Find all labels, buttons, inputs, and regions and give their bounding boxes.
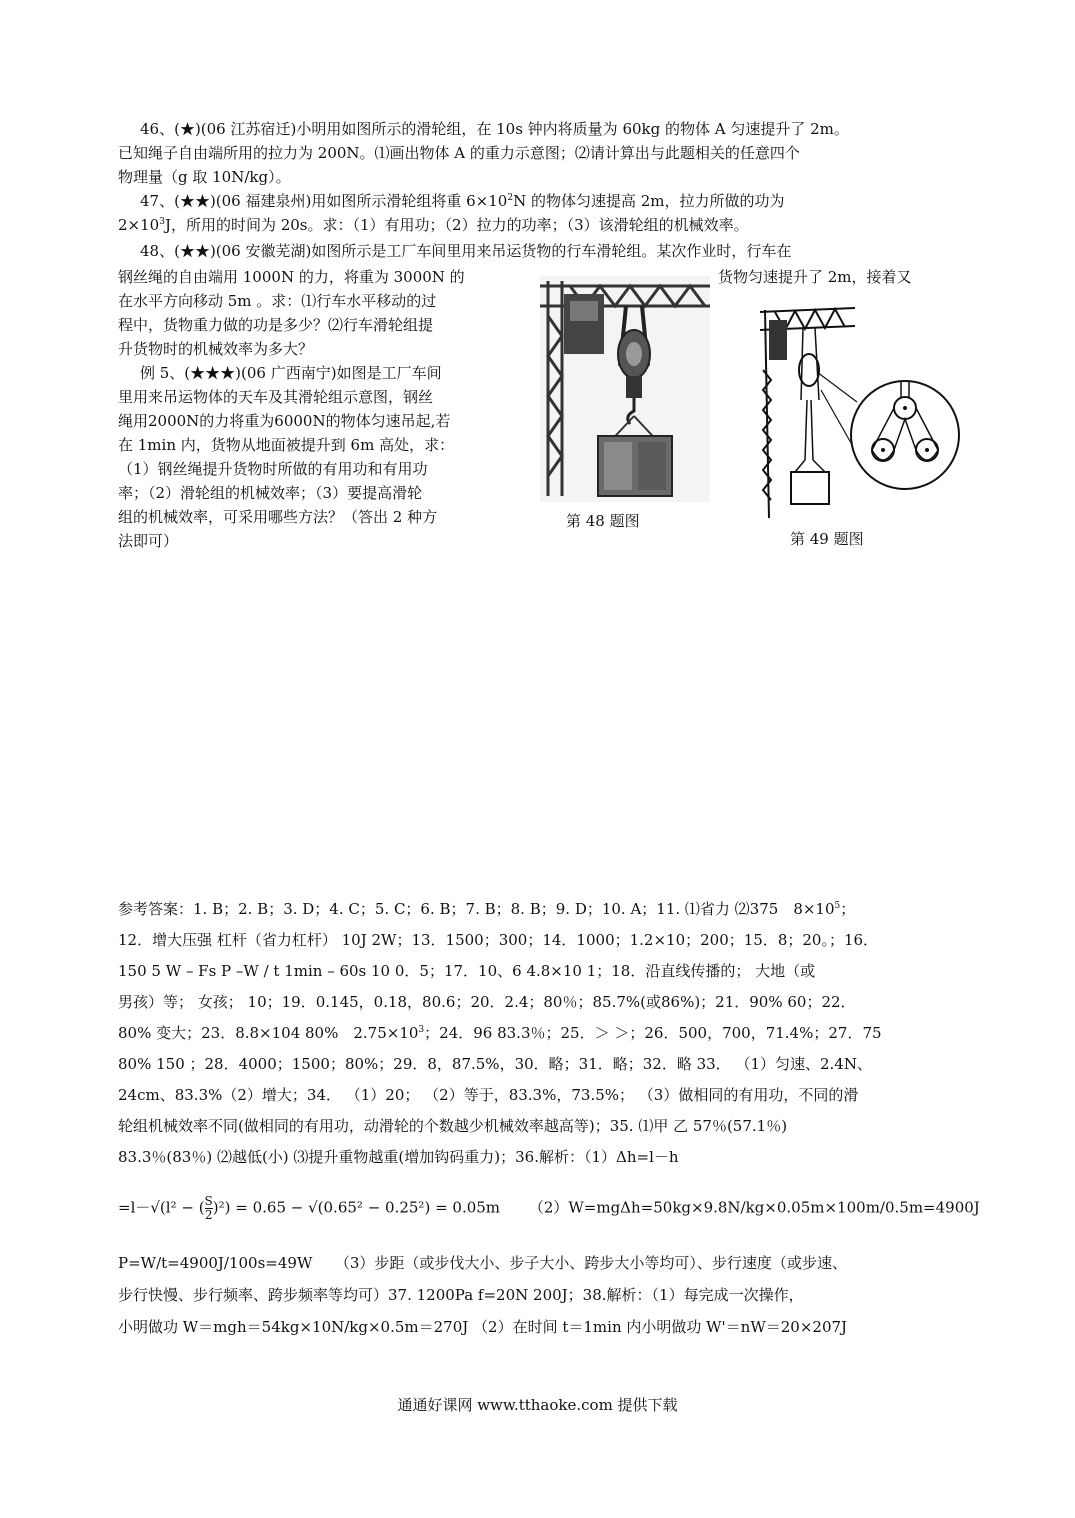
example-5-line-6: 率；（2）滑轮组的机械效率；（3）要提高滑轮 xyxy=(118,484,423,502)
figure-49-caption: 第 49 题图 xyxy=(790,530,864,548)
problem-47-line-2: $2\times 10^3J$，所用的时间为 20s。求：（1）有用功；（2）拉力的功率；（3）该滑轮组的机械效率。 xyxy=(118,216,749,234)
answers-line-10: P=W/t=4900J/100s=49W （3）步距（或步伐大小、步子大小、跨步大小等均可）、步行速度（或步速、 xyxy=(118,1254,847,1272)
problem-48-line-1: 48、(★★)(06 安徽芜湖)如图所示是工厂车间里用来吊运货物的行车滑轮组。某次作业时，行车在 xyxy=(140,242,792,260)
answers-line-4: 男孩）等； 女孩； 10；19．0.145，0.18，80.6；20．2.4；80％；85.7%(或86%)；21．90% 60；22． xyxy=(118,993,856,1011)
example-5-line-8: 法即可） xyxy=(118,532,179,550)
figure-48-crane-photo xyxy=(540,276,710,502)
answers-line-8: 轮组机械效率不同(做相同的有用功，动滑轮的个数越少机械效率越高等)；35. ⑴甲 乙 57％(57.1％) xyxy=(118,1117,788,1135)
answers-line-5: 80% 变大；23．8.8×104 80% $2.75\times 10^3$；24．96 83.3％；25．＞ ＞；26．500，700，71.4%；27．75 xyxy=(118,1024,882,1042)
answers-line-7: 24cm、83.3%（2）增大；34． （1）20； （2）等于，83.3%，73.5%； （3）做相同的有用功，不同的滑 xyxy=(118,1086,859,1104)
footer-download-note: 通通好课网 www.tthaoke.com 提供下载 xyxy=(397,1396,678,1414)
problem-47-line-1: 47、(★★)(06 福建泉州)用如图所示滑轮组将重 $6\times 10^2N$ 的物体匀速提高 2m，拉力所做的功为 xyxy=(140,192,785,210)
answers-line-3: 150 5 W – Fs P –W / t 1min – 60s 10 0．5；17．10、6 4.8×10 1；18．沿直线传播的； 大地（或 xyxy=(118,962,816,980)
example-5-line-5: （1）钢丝绳提升货物时所做的有用功和有用功 xyxy=(118,460,428,478)
figure-48-caption: 第 48 题图 xyxy=(566,512,640,530)
example-5-line-2: 里用来吊运物体的天车及其滑轮组示意图，钢丝 xyxy=(118,388,434,406)
problem-48-line-2-left: 钢丝绳的自由端用 1000N 的力，将重为 3000N 的 xyxy=(118,268,465,286)
answers-line-2: 12．增大压强 杠杆（省力杠杆） 10J 2W；13．1500；300；14．1000；1.2×10；200；15．8；20。；16． xyxy=(118,931,879,949)
answers-line-6: 80% 150 ；28．4000；1500；80%；29．8，87.5%，30．略；31．略；32．略 33． （1）匀速、2.4N、 xyxy=(118,1055,872,1073)
answers-line-12: 小明做功 W＝mgh＝54kg×10N/kg×0.5m＝270J （2）在时间 t＝1min 内小明做功 W'＝nW＝20×207J xyxy=(118,1318,848,1336)
problem-46-line-3: 物理量（g 取 10N/kg）。 xyxy=(118,168,291,186)
problem-48-line-5: 升货物时的机械效率为多大？ xyxy=(118,340,314,358)
example-5-line-3: 绳用2000N的力将重为6000N的物体匀速吊起,若 xyxy=(118,412,451,430)
problem-46-line-1: 46、(★)(06 江苏宿迁)小明用如图所示的滑轮组，在 10s 钟内将质量为 60kg 的物体 A 匀速提升了 2m。 xyxy=(140,120,849,138)
answers-line-1: 参考答案：1. B；2. B；3. D；4. C；5. C；6. B；7. B；8. B；9. D；10. A；11. ⑴省力 ⑵375 $8\times 10^5$； xyxy=(118,900,856,918)
figure-49-pulley-diagram xyxy=(755,300,960,522)
example-5-line-4: 在 1min 内，货物从地面被提升到 6m 高处，求： xyxy=(118,436,455,454)
example-5-line-1: 例 5、(★★★)(06 广西南宁)如图是工厂车间 xyxy=(140,364,442,382)
problem-48-line-2-right: 货物匀速提升了 2m，接着又 xyxy=(718,268,912,286)
answers-line-9: 83.3％(83％) ⑵越低(小) ⑶提升重物越重(增加钩码重力)；36.解析：（1）Δh=l－h xyxy=(118,1148,679,1166)
answers-line-11: 步行快慢、步行频率、跨步频率等均可）37. 1200Pa f=20N 200J；38.解析：（1）每完成一次操作， xyxy=(118,1286,804,1304)
problem-46-line-2: 已知绳子自由端所用的拉力为 200N。⑴画出物体 A 的重力示意图；⑵请计算出与此题相关的任意四个 xyxy=(118,144,800,162)
example-5-line-7: 组的机械效率，可采用哪些方法？（答出 2 种方 xyxy=(118,508,438,526)
answers-formula: =l－√(l² − ( $\frac{S}{2}$ )²) = 0.65 − √(0.65² − 0.25²) = 0.05m （2）W=mgΔh=50kg×9.8N/kg×0.05m×100m/0.5m=4900J xyxy=(118,1194,980,1222)
problem-48-line-4: 程中，货物重力做的功是多少？⑵行车滑轮组提 xyxy=(118,316,434,334)
problem-48-line-3: 在水平方向移动 5m 。求：⑴行车水平移动的过 xyxy=(118,292,437,310)
